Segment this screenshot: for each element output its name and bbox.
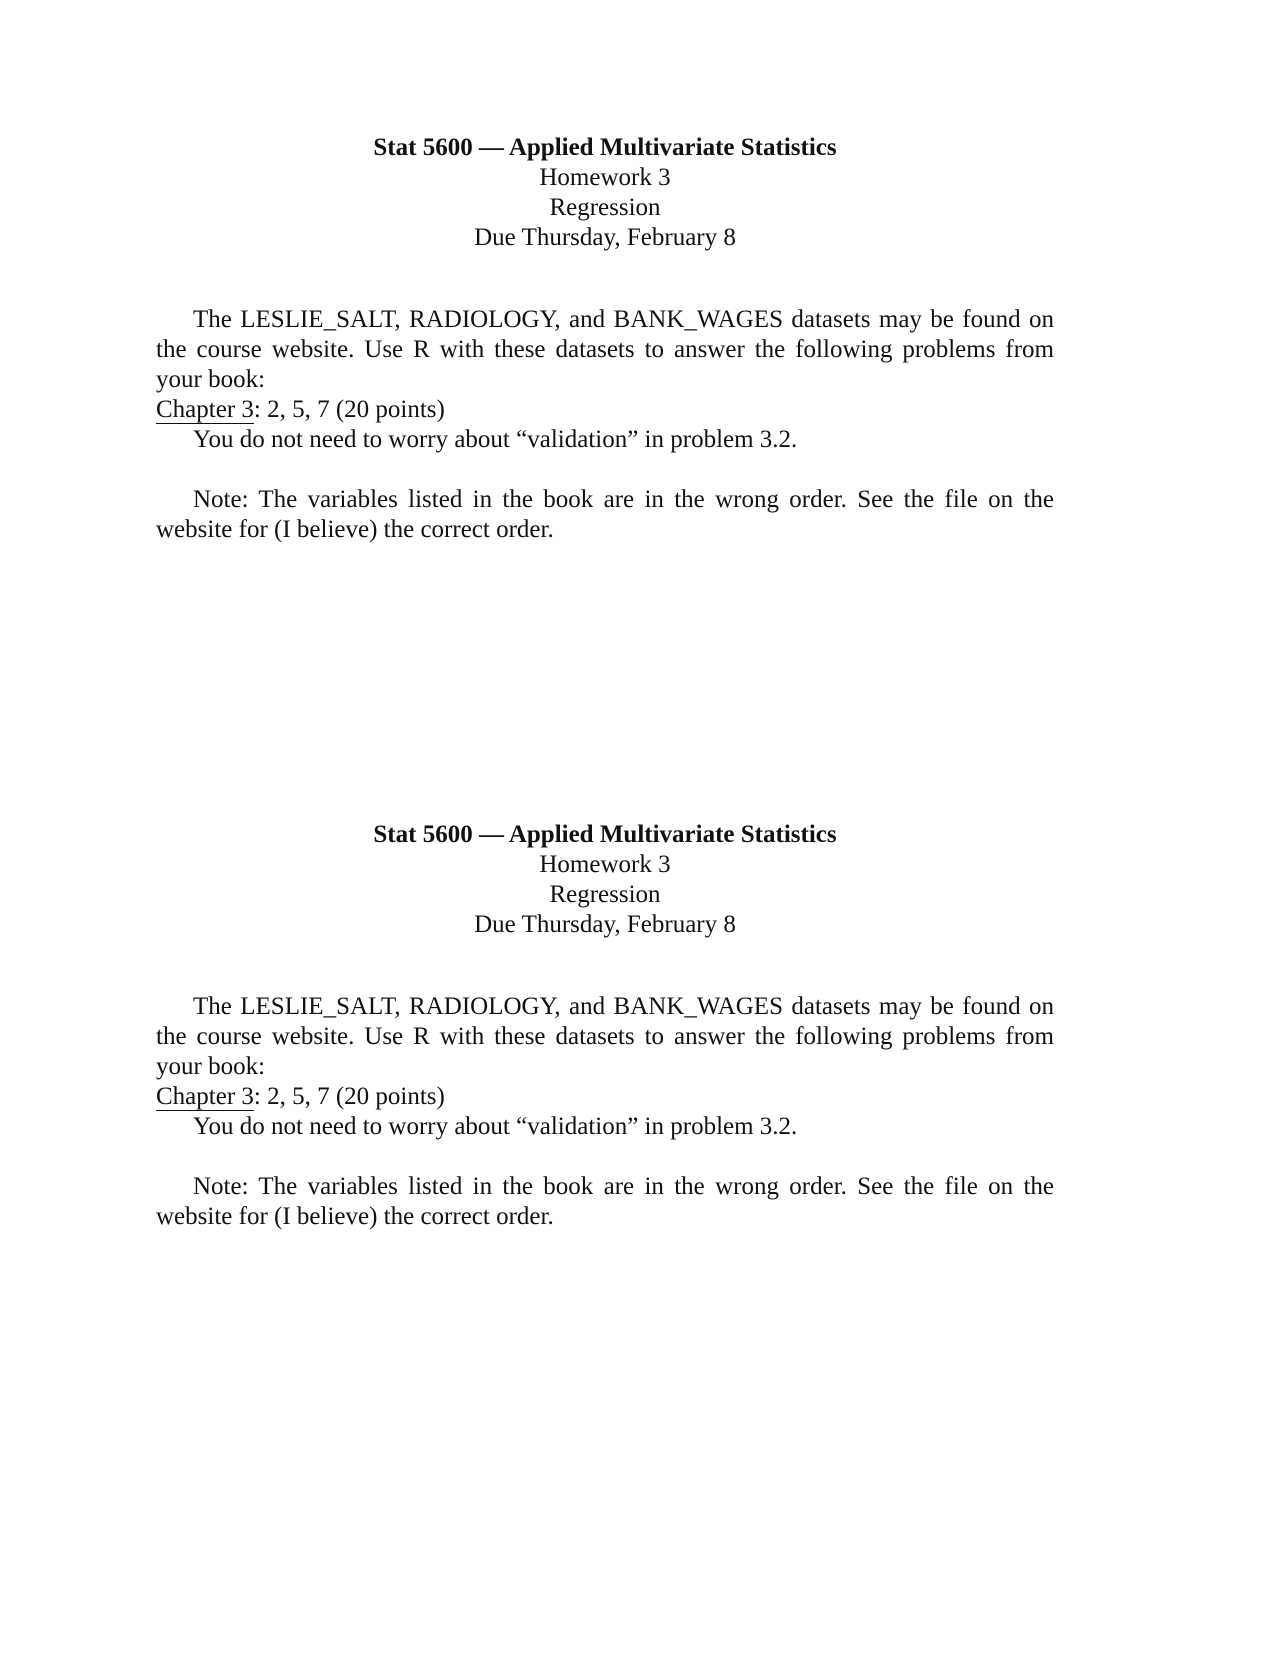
course-title: Stat 5600 — Applied Multivariate Statistics xyxy=(373,134,837,161)
homework-number: Homework 3 xyxy=(539,164,671,191)
assignment-body xyxy=(156,992,1054,1232)
chapter-problems: : 2, 5, 7 (20 points) xyxy=(253,396,445,423)
homework-topic: Regression xyxy=(549,881,661,908)
chapter-label: Chapter 3 xyxy=(156,396,254,423)
assignment-copy-1 xyxy=(156,133,1054,545)
due-date: Due Thursday, February 8 xyxy=(474,911,736,938)
assignment-copy-2 xyxy=(156,820,1054,1232)
chapter-problems: : 2, 5, 7 (20 points) xyxy=(253,1083,445,1110)
course-title: Stat 5600 — Applied Multivariate Statistics xyxy=(373,821,837,848)
order-note: Note: The variables listed in the book are in the wrong order. See the file on the website for (I believe) the correct order. xyxy=(156,1173,1054,1230)
due-date: Due Thursday, February 8 xyxy=(474,224,736,251)
intro-paragraph: The LESLIE_SALT, RADIOLOGY, and BANK_WAGES datasets may be found on the course website. Use R with these datasets to answer the following problems from your book: xyxy=(156,993,1054,1080)
chapter-line xyxy=(156,1082,1054,1112)
homework-topic: Regression xyxy=(549,194,661,221)
validation-note: You do not need to worry about “validation” in problem 3.2. xyxy=(193,1113,798,1140)
validation-note: You do not need to worry about “validation” in problem 3.2. xyxy=(193,426,798,453)
order-note: Note: The variables listed in the book are in the wrong order. See the file on the website for (I believe) the correct order. xyxy=(156,486,1054,543)
homework-number: Homework 3 xyxy=(539,851,671,878)
chapter-line xyxy=(156,395,1054,425)
intro-paragraph: The LESLIE_SALT, RADIOLOGY, and BANK_WAGES datasets may be found on the course website. Use R with these datasets to answer the following problems from your book: xyxy=(156,306,1054,393)
assignment-header xyxy=(156,820,1054,940)
assignment-header xyxy=(156,133,1054,253)
chapter-label: Chapter 3 xyxy=(156,1083,254,1110)
assignment-body xyxy=(156,305,1054,545)
